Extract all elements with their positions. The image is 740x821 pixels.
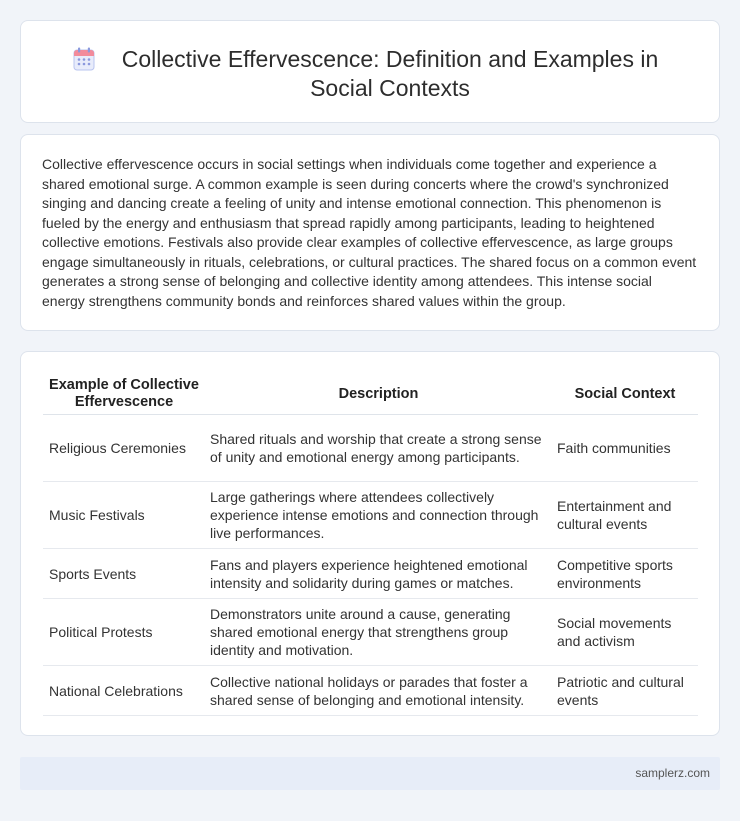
intro-paragraph: Collective effervescence occurs in social settings when individuals come together and experience a shared emotional surge. A common example is seen during concerts where the crowd's synchronized singing and dancing create a feeling of unity and intense emotional connection. This phenomenon is fueled by the energy and enthusiasm that spread rapidly among participants, leading to heightened collective emotions. Festivals also provide clear examples of collective effervescence, as large groups engage simultaneously in rituals, celebrations, or cultural practices. The shared focus on a common event generates a strong sense of belonging and collective identity among attendees. This intense social energy strengthens community bonds and reinforces shared values within the group.	[42, 156, 697, 309]
table-row	[43, 482, 698, 549]
examples-table	[43, 374, 698, 716]
cell-social-context: Competitive sports environments	[552, 549, 698, 599]
cell-example: Sports Events	[43, 549, 205, 599]
header-example: Example of Collective Effervescence	[43, 374, 205, 415]
cell-description: Fans and players experience heightened emotional intensity and solidarity during games or matches.	[205, 549, 552, 599]
page-title: Collective Effervescence: Definition and Examples in Social Contexts	[121, 46, 659, 101]
cell-social-context: Faith communities	[552, 415, 698, 482]
cell-description: Shared rituals and worship that create a strong sense of unity and emotional energy among participants.	[205, 415, 552, 482]
cell-social-context: Social movements and activism	[552, 599, 698, 666]
intro-card	[20, 134, 720, 331]
table-row	[43, 599, 698, 666]
header-social-context: Social Context	[552, 374, 698, 415]
header-description: Description	[205, 374, 552, 415]
cell-description: Collective national holidays or parades that foster a shared sense of belonging and emotional intensity.	[205, 666, 552, 716]
table-card	[20, 351, 720, 736]
cell-example: Political Protests	[43, 599, 205, 666]
title-card	[20, 20, 720, 123]
cell-description: Demonstrators unite around a cause, generating shared emotional energy that strengthens group identity and motivation.	[205, 599, 552, 666]
table-row	[43, 549, 698, 599]
cell-social-context: Patriotic and cultural events	[552, 666, 698, 716]
cell-social-context: Entertainment and cultural events	[552, 482, 698, 549]
footer-bar	[20, 757, 720, 790]
cell-example: National Celebrations	[43, 666, 205, 716]
table-header-row	[43, 374, 698, 415]
table-row	[43, 415, 698, 482]
footer-site-link[interactable]: samplerz.com	[635, 766, 710, 780]
cell-example: Music Festivals	[43, 482, 205, 549]
cell-description: Large gatherings where attendees collectively experience intense emotions and connection through live performances.	[205, 482, 552, 549]
table-row	[43, 666, 698, 716]
cell-example: Religious Ceremonies	[43, 415, 205, 482]
